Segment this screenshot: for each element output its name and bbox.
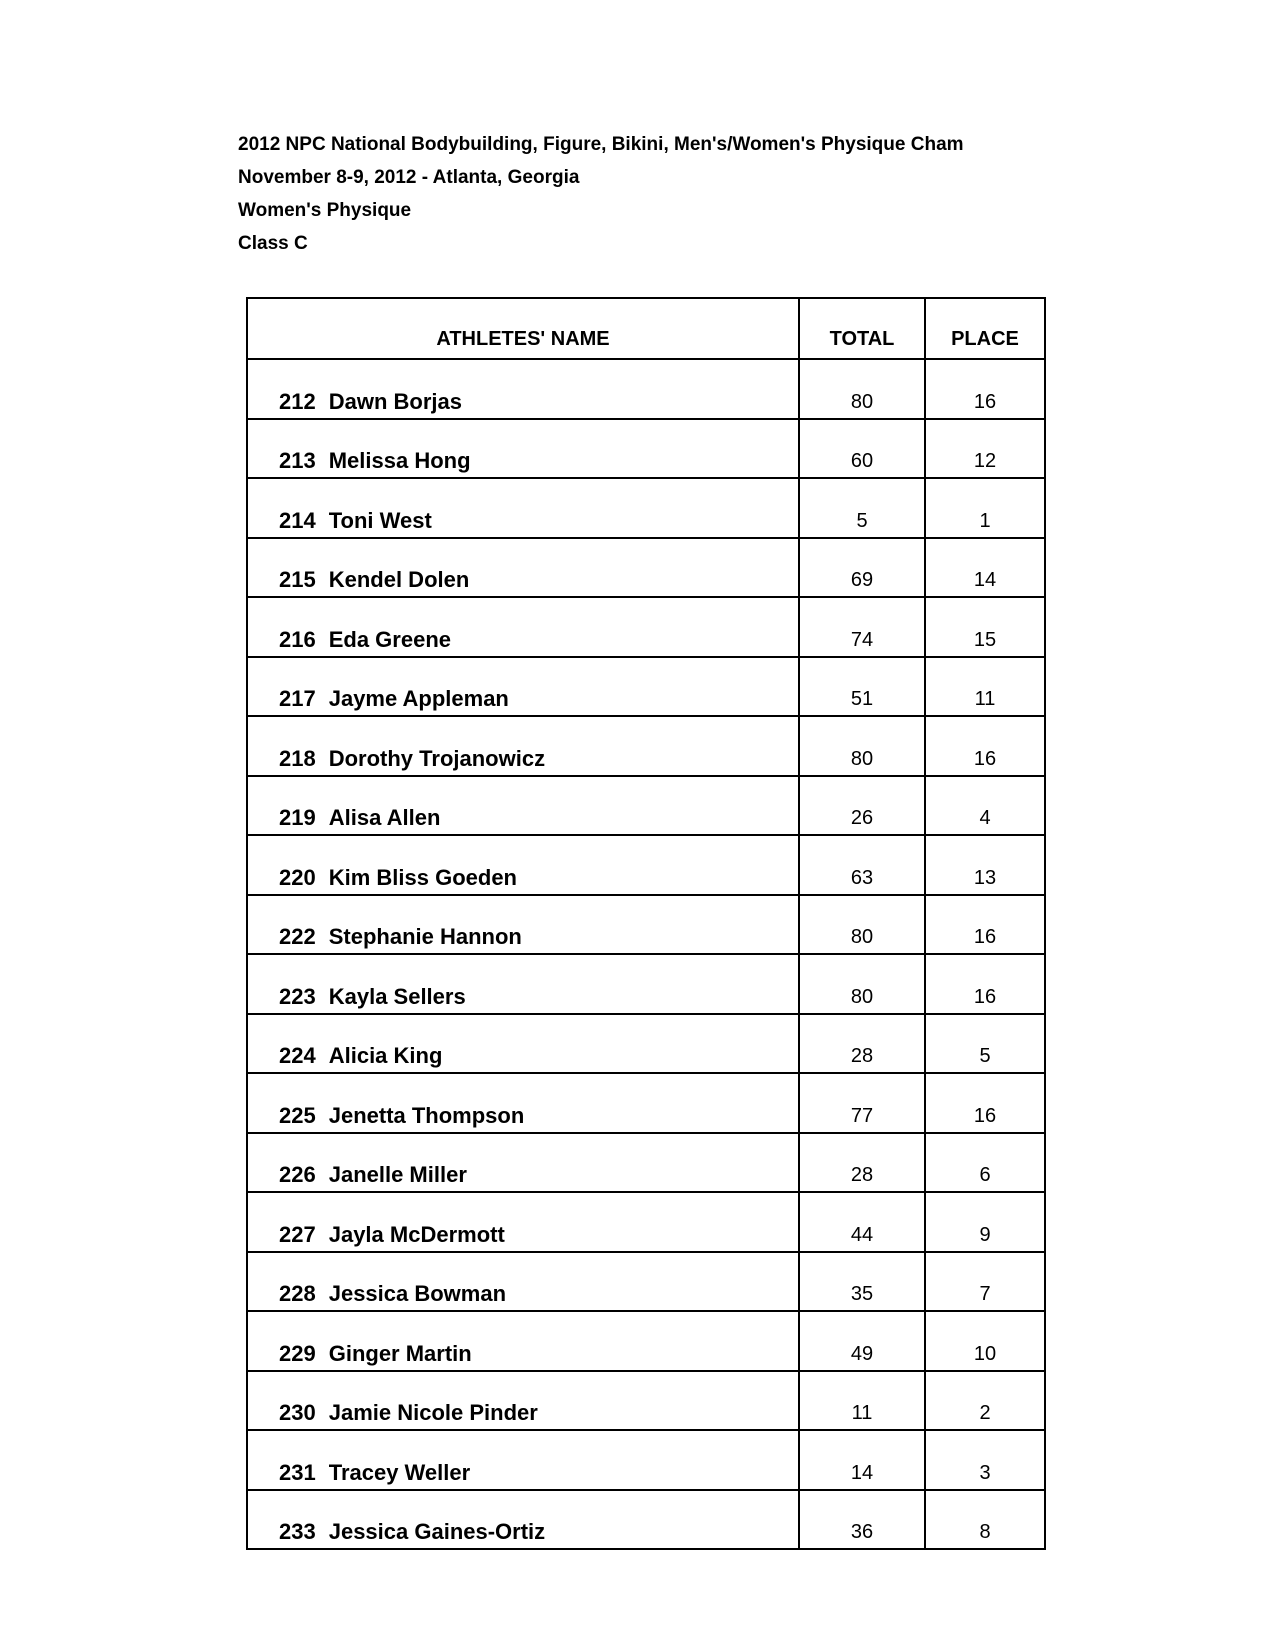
athlete-number: 227 [279, 1221, 316, 1247]
athlete-name: Jessica Bowman [328, 1281, 507, 1306]
athlete-name-cell [247, 1014, 799, 1074]
athlete-number: 222 [279, 924, 316, 949]
athlete-name-cell [247, 1133, 799, 1193]
place-cell: 15 [925, 597, 1045, 657]
total-cell: 80 [799, 895, 925, 955]
table-row [247, 716, 1045, 776]
athlete-name: Jenetta Thompson [328, 1102, 525, 1128]
total-cell: 14 [799, 1430, 925, 1490]
athlete-number: 229 [279, 1340, 316, 1366]
division-title: Women's Physique [238, 200, 412, 221]
athlete-number: 219 [279, 805, 316, 830]
total-cell: 36 [799, 1490, 925, 1550]
place-cell: 8 [925, 1490, 1045, 1550]
athlete-name: Jessica Gaines-Ortiz [328, 1519, 546, 1544]
total-cell: 35 [799, 1252, 925, 1312]
athlete-name-cell [247, 1490, 799, 1550]
athlete-name: Melissa Hong [328, 448, 471, 473]
athlete-number: 223 [279, 983, 316, 1009]
place-cell: 16 [925, 1073, 1045, 1133]
athlete-name-cell [247, 1192, 799, 1252]
column-header-place: PLACE [925, 298, 1045, 359]
athlete-name: Janelle Miller [328, 1162, 467, 1187]
total-cell: 44 [799, 1192, 925, 1252]
athlete-name: Stephanie Hannon [328, 924, 522, 949]
place-cell: 11 [925, 657, 1045, 717]
athlete-name-cell [247, 538, 799, 598]
table-row [247, 1311, 1045, 1371]
total-cell: 74 [799, 597, 925, 657]
athlete-name-cell [247, 954, 799, 1014]
athlete-name: Kayla Sellers [328, 983, 466, 1009]
athlete-name-cell [247, 419, 799, 479]
athlete-number: 214 [279, 507, 316, 533]
total-cell: 69 [799, 538, 925, 598]
table-row [247, 1371, 1045, 1431]
table-row [247, 1192, 1045, 1252]
place-cell: 6 [925, 1133, 1045, 1193]
table-row [247, 597, 1045, 657]
place-cell: 10 [925, 1311, 1045, 1371]
athlete-name: Alisa Allen [328, 805, 441, 830]
athlete-name-cell [247, 835, 799, 895]
table-row [247, 954, 1045, 1014]
total-cell: 80 [799, 716, 925, 776]
total-cell: 11 [799, 1371, 925, 1431]
column-header-total: TOTAL [799, 298, 925, 359]
table-row [247, 1490, 1045, 1550]
place-cell: 5 [925, 1014, 1045, 1074]
athlete-name-cell [247, 597, 799, 657]
athlete-name: Dawn Borjas [328, 388, 462, 414]
athlete-name-cell [247, 657, 799, 717]
total-cell: 77 [799, 1073, 925, 1133]
athlete-number: 215 [279, 567, 316, 592]
athlete-name-cell [247, 716, 799, 776]
total-cell: 80 [799, 954, 925, 1014]
athlete-number: 225 [279, 1102, 316, 1128]
table-row [247, 1252, 1045, 1312]
total-cell: 28 [799, 1014, 925, 1074]
athlete-number: 230 [279, 1400, 316, 1425]
athlete-name-cell [247, 776, 799, 836]
athlete-name-cell [247, 1371, 799, 1431]
athlete-number: 226 [279, 1162, 316, 1187]
athlete-name-cell [247, 478, 799, 538]
table-header-row [247, 298, 1045, 359]
place-cell: 1 [925, 478, 1045, 538]
total-cell: 51 [799, 657, 925, 717]
table-row [247, 1014, 1045, 1074]
athlete-number: 220 [279, 864, 316, 890]
place-cell: 16 [925, 895, 1045, 955]
athlete-name-cell [247, 359, 799, 419]
place-cell: 16 [925, 954, 1045, 1014]
table-row [247, 1073, 1045, 1133]
event-date-location: November 8-9, 2012 - Atlanta, Georgia [238, 167, 580, 188]
athlete-number: 233 [279, 1519, 316, 1544]
athlete-number: 212 [279, 388, 316, 414]
place-cell: 7 [925, 1252, 1045, 1312]
table-row [247, 1430, 1045, 1490]
place-cell: 16 [925, 716, 1045, 776]
athlete-number: 228 [279, 1281, 316, 1306]
total-cell: 26 [799, 776, 925, 836]
place-cell: 4 [925, 776, 1045, 836]
athlete-number: 224 [279, 1043, 316, 1068]
athlete-name: Jayla McDermott [328, 1221, 505, 1247]
total-cell: 5 [799, 478, 925, 538]
athlete-name: Dorothy Trojanowicz [328, 745, 546, 771]
table-row [247, 776, 1045, 836]
total-cell: 63 [799, 835, 925, 895]
athlete-name-cell [247, 895, 799, 955]
place-cell: 9 [925, 1192, 1045, 1252]
table-row [247, 478, 1045, 538]
athlete-name-cell [247, 1430, 799, 1490]
place-cell: 12 [925, 419, 1045, 479]
place-cell: 16 [925, 359, 1045, 419]
total-cell: 60 [799, 419, 925, 479]
column-header-athletes-name: ATHLETES' NAME [247, 298, 799, 359]
athlete-name: Kim Bliss Goeden [328, 864, 517, 890]
event-title: 2012 NPC National Bodybuilding, Figure, Bikini, Men's/Women's Physique Cham [238, 134, 964, 155]
table-row [247, 538, 1045, 598]
athlete-number: 217 [279, 686, 316, 711]
athlete-name-cell [247, 1073, 799, 1133]
athlete-name: Eda Greene [328, 626, 451, 652]
document-header [238, 128, 1218, 260]
table-row [247, 419, 1045, 479]
results-body [247, 359, 1045, 1549]
table-row [247, 895, 1045, 955]
table-row [247, 657, 1045, 717]
table-row [247, 359, 1045, 419]
athlete-name: Alicia King [328, 1043, 443, 1068]
total-cell: 80 [799, 359, 925, 419]
athlete-name-cell [247, 1252, 799, 1312]
athlete-name: Jayme Appleman [328, 686, 509, 711]
results-table [246, 297, 1046, 1550]
place-cell: 3 [925, 1430, 1045, 1490]
table-row [247, 835, 1045, 895]
place-cell: 14 [925, 538, 1045, 598]
total-cell: 49 [799, 1311, 925, 1371]
athlete-name: Kendel Dolen [328, 567, 470, 592]
place-cell: 2 [925, 1371, 1045, 1431]
table-row [247, 1133, 1045, 1193]
athlete-name: Tracey Weller [328, 1459, 471, 1485]
place-cell: 13 [925, 835, 1045, 895]
athlete-number: 213 [279, 448, 316, 473]
athlete-name-cell [247, 1311, 799, 1371]
athlete-number: 216 [279, 626, 316, 652]
athlete-name: Toni West [328, 507, 432, 533]
athlete-name: Ginger Martin [328, 1340, 472, 1366]
athlete-number: 218 [279, 745, 316, 771]
athlete-name: Jamie Nicole Pinder [328, 1400, 538, 1425]
total-cell: 28 [799, 1133, 925, 1193]
class-title: Class C [238, 233, 308, 254]
athlete-number: 231 [279, 1459, 316, 1485]
